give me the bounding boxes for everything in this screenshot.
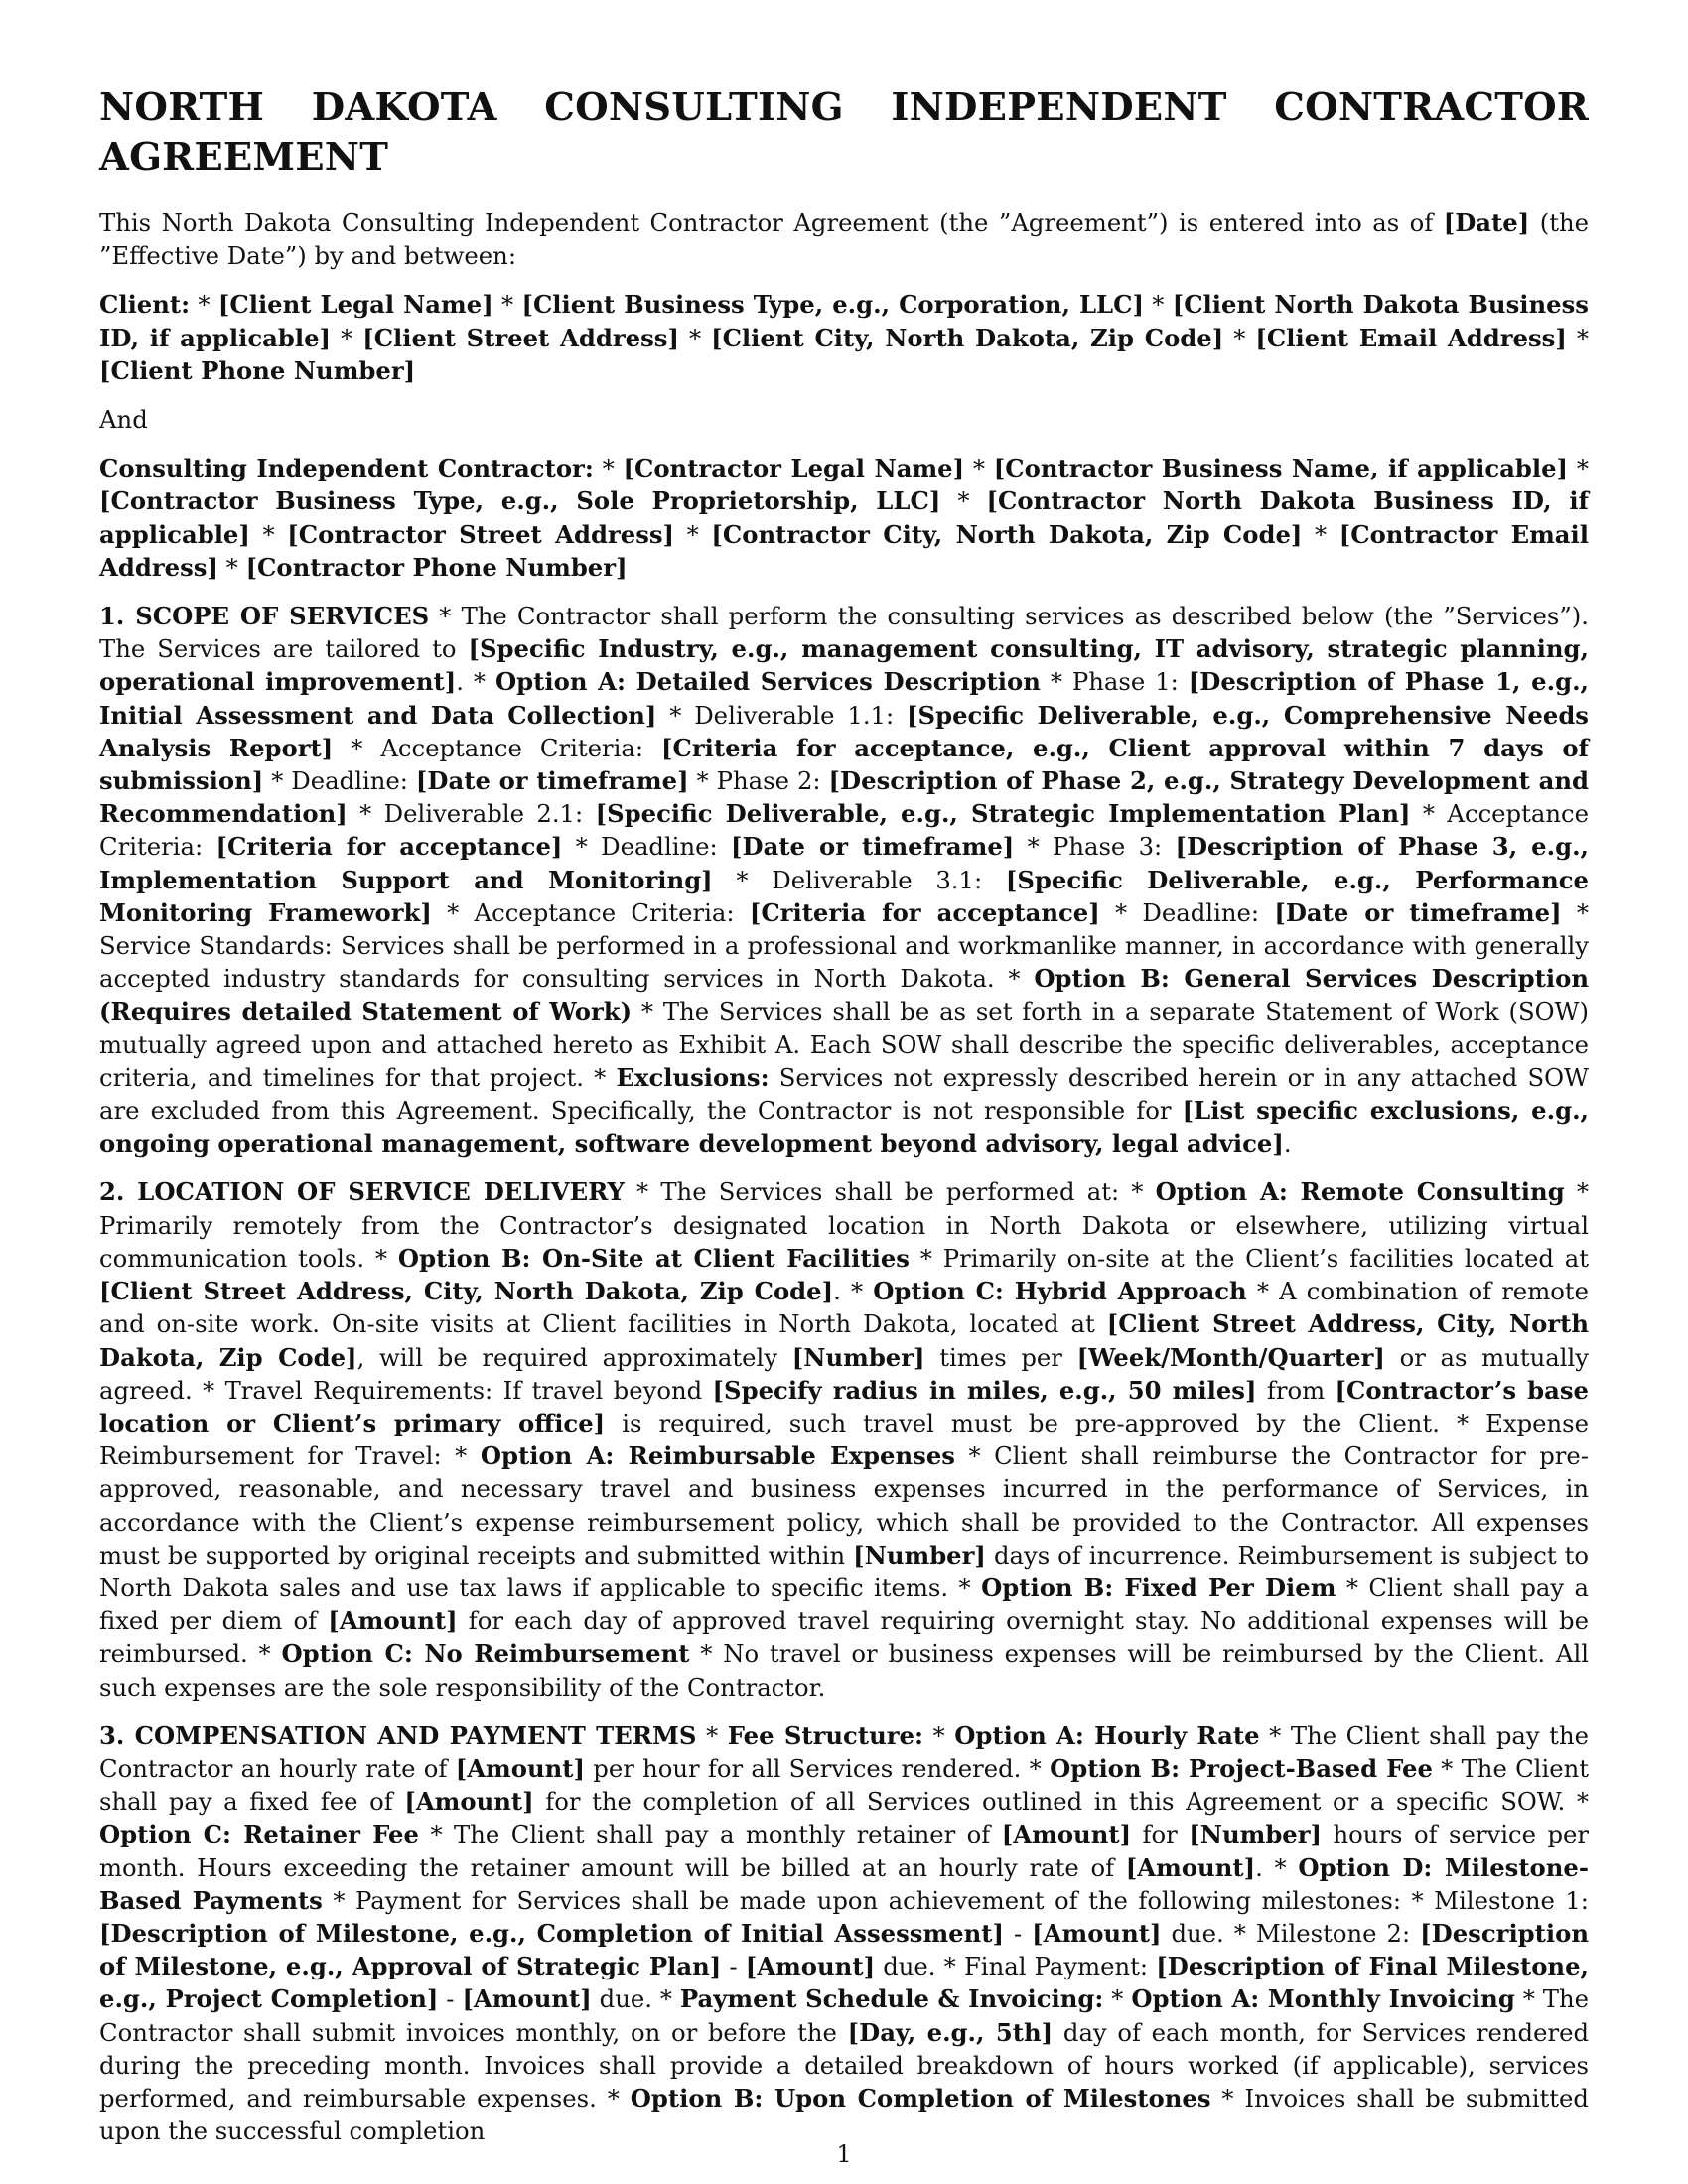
bold-text-run: [Contractor Business Type, e.g., Sole Proprietorship, LLC] [99, 486, 941, 516]
text-run: per hour for all Services rendered. * [585, 1753, 1051, 1783]
client-block [99, 288, 1589, 387]
intro-paragraph [99, 206, 1589, 272]
text-run: * [249, 519, 288, 549]
bold-text-run: [Amount] [455, 1753, 586, 1783]
text-run: * [1103, 1984, 1132, 2014]
bold-text-run: [Specific Deliverable, e.g., Performance Monitoring Framework] [99, 865, 1590, 927]
text-run: * [1302, 519, 1339, 549]
text-run: * [922, 1720, 955, 1750]
text-run: * [1143, 290, 1173, 320]
section-2-location-of-service-delivery [99, 1175, 1589, 1703]
bold-text-run: [Contractor Legal Name] [623, 454, 965, 483]
text-run: * Phase 3: [1014, 832, 1176, 862]
text-run: * The Services shall be performed at: * [624, 1177, 1156, 1207]
text-run: * Acceptance Criteria: [431, 897, 750, 927]
bold-text-run: Option C: No Reimbursement [281, 1639, 690, 1669]
bold-text-run: [Client Legal Name] [217, 290, 493, 320]
bold-text-run: Option A: Reimbursable Expenses [480, 1441, 955, 1471]
text-run: * [940, 486, 987, 516]
text-run: day of each month, for Services rendered during the preceding month. Invoices shall provide a detailed breakdown of hours worked (if applicable), services performed, and reimbursable expenses. * [99, 2017, 1590, 2113]
text-run: . * [1255, 1852, 1299, 1882]
text-run: * Invoices shall be submitted upon the successful completion [99, 2083, 1589, 2146]
bold-text-run: [Specific Industry, e.g., management consulting, IT advisory, strategic planning, operational improvement] [99, 634, 1589, 697]
bold-text-run: Option B: Project-Based Fee [1050, 1753, 1433, 1783]
text-run: . * [456, 667, 496, 697]
bold-text-run: Option C: Hybrid Approach [873, 1277, 1247, 1306]
text-run: . * [833, 1277, 874, 1306]
bold-text-run: [Amount] [1032, 1918, 1162, 1948]
text-run: due. * [591, 1984, 680, 2014]
bold-text-run: [Description of Milestone, e.g., Approval of Strategic Plan] [99, 1918, 1589, 1981]
text-run: is required, such travel must be pre-approved by the Client. * Expense Reimbursement for Travel: * [99, 1408, 1589, 1471]
text-run: * [331, 323, 363, 352]
text-run: * Payment for Services shall be made upon achievement of the following milestones: * Milestone 1: [322, 1885, 1589, 1915]
bold-text-run: [Contractor Phone Number] [245, 552, 628, 582]
text-run: times per [924, 1342, 1077, 1372]
bold-text-run: Option B: On-Site at Client Facilities [397, 1243, 910, 1273]
bold-text-run: [Number] [1189, 1820, 1323, 1849]
bold-text-run: [Client Street Address, City, North Dakota, Zip Code] [99, 1277, 834, 1306]
text-run: * Deadline: [1099, 897, 1275, 927]
bold-text-run: [Date or timeframe] [1274, 897, 1562, 927]
bold-text-run: Option B: General Services Description (Requires detailed Statement of Work) [99, 964, 1589, 1026]
text-run: * [190, 290, 218, 320]
document-page [99, 83, 1589, 2163]
text-run: * Deadline: [562, 832, 732, 862]
text-run: from [1256, 1375, 1336, 1405]
bold-text-run: [Description of Final Milestone, e.g., Project Completion] [99, 1952, 1590, 2014]
text-run: * Acceptance Criteria: [333, 733, 662, 762]
text-run: * Primarily on-site at the Client’s facilities located at [909, 1243, 1589, 1273]
bold-text-run: [Amount] [745, 1952, 876, 1981]
bold-text-run: [Contractor Email Address] [99, 519, 1590, 582]
text-run: due. * Final Payment: [875, 1952, 1157, 1981]
bold-text-run: [Contractor Business Name, if applicable] [993, 454, 1569, 483]
text-run: * Client shall reimburse the Contractor for pre-approved, reasonable, and necessary travel and business expenses incurred in the performance of Services, in accordance with the Client’s expense reimbursement policy, which shall be provided to the Contractor. All expenses must be supported by original receipts and submitted within [99, 1441, 1589, 1570]
text-run: * Deliverable 2.1: [347, 799, 596, 829]
section-1-scope-of-services [99, 600, 1589, 1160]
bold-text-run: [Contractor North Dakota Business ID, if applicable] [99, 486, 1590, 549]
text-run: days of incurrence. Reimbursement is subject to North Dakota sales and use tax laws if applicable to specific items. * [99, 1540, 1589, 1602]
text-run: * Phase 1: [1040, 667, 1189, 697]
bold-text-run: Option A: Hourly Rate [954, 1720, 1260, 1750]
text-run: * [492, 290, 522, 320]
text-run: . [1283, 1129, 1292, 1159]
bold-text-run: Option C: Retainer Fee [99, 1820, 419, 1849]
bold-text-run: [Amount] [1125, 1852, 1256, 1882]
text-run: due. * Milestone 2: [1161, 1918, 1421, 1948]
bold-text-run: 3. COMPENSATION AND PAYMENT TERMS [99, 1720, 697, 1750]
text-run: * Service Standards: Services shall be performed in a professional and workmanlike manner, in accordance with generally accepted industry standards for consulting services in North Dakota. * [99, 897, 1589, 994]
text-run: * The Client shall pay a monthly retainer of [418, 1820, 1002, 1849]
bold-text-run: [Description of Phase 2, e.g., Strategy Development and Recommendation] [99, 766, 1589, 829]
bold-text-run: Exclusions: [616, 1062, 770, 1092]
text-run: * Deliverable 1.1: [656, 700, 908, 730]
text-run: This North Dakota Consulting Independent Contractor Agreement (the ”Agreement”) is entered into as of [99, 208, 1444, 237]
bold-text-run: Consulting Independent Contractor: [99, 454, 594, 483]
bold-text-run: [Criteria for acceptance] [749, 897, 1100, 927]
bold-text-run: [Description of Milestone, e.g., Completion of Initial Assessment] [99, 1918, 1004, 1948]
page-number: 1 [836, 2140, 852, 2168]
bold-text-run: Option B: Fixed Per Diem [981, 1572, 1336, 1602]
document-body [99, 206, 1589, 2147]
bold-text-run: Fee Structure: [727, 1720, 923, 1750]
bold-text-run: [Client Email Address] [1255, 323, 1567, 352]
bold-text-run: Client: [99, 290, 191, 320]
text-run: for the completion of all Services outlined in this Agreement or a specific SOW. * [533, 1787, 1589, 1817]
bold-text-run: [Client Street Address, City, North Dakota, Zip Code] [99, 1309, 1589, 1372]
bold-text-run: [Client Phone Number] [99, 355, 416, 385]
bold-text-run: [Contractor City, North Dakota, Zip Code] [711, 519, 1303, 549]
text-run: * The Services shall be as set forth in a separate Statement of Work (SOW) mutually agreed upon and attached hereto as Exhibit A. Each SOW shall describe the specific deliverables, acceptance criteria, and timelines for that project. * [99, 997, 1589, 1092]
text-run: (the ”Effective Date”) by and between: [99, 208, 1589, 271]
bold-text-run: Option A: Remote Consulting [1155, 1177, 1565, 1207]
bold-text-run: [Amount] [404, 1787, 534, 1817]
text-run: * Phase 2: [688, 766, 829, 796]
text-run: * [217, 552, 246, 582]
bold-text-run: [Specify radius in miles, e.g., 50 miles] [712, 1375, 1257, 1405]
text-run: * Deadline: [263, 766, 416, 796]
text-run: * Acceptance Criteria: [99, 799, 1589, 862]
bold-text-run: Payment Schedule & Invoicing: [679, 1984, 1104, 2014]
bold-text-run: [Number] [791, 1342, 925, 1372]
text-run: * No travel or business expenses will be reimbursed by the Client. All such expenses are the sole responsibility of the Contractor. [99, 1639, 1590, 1702]
text-run: * A combination of remote and on-site work. On-site visits at Client facilities in North Dakota, located at [99, 1277, 1589, 1339]
text-run: * [674, 519, 712, 549]
text-run: - [721, 1952, 746, 1981]
text-run: - [438, 1984, 463, 2014]
bold-text-run: [Amount] [462, 1984, 592, 2014]
bold-text-run: [Contractor Street Address] [287, 519, 675, 549]
text-run: * [1568, 454, 1589, 483]
text-run: * [696, 1720, 728, 1750]
text-run: * [678, 323, 712, 352]
text-run: * The Contractor shall perform the consulting services as described below (the ”Services”). The Services are tailored to [99, 602, 1589, 664]
bold-text-run: 1. SCOPE OF SERVICES [99, 602, 430, 631]
bold-text-run: [Day, e.g., 5th] [847, 2017, 1054, 2047]
bold-text-run: [Date or timeframe] [415, 766, 689, 796]
contractor-block [99, 452, 1589, 584]
bold-text-run: [Date or timeframe] [731, 832, 1015, 862]
bold-text-run: [Client City, North Dakota, Zip Code] [711, 323, 1224, 352]
bold-text-run: [Amount] [328, 1606, 458, 1636]
bold-text-run: [Specific Deliverable, e.g., Strategic Implementation Plan] [595, 799, 1411, 829]
bold-text-run: [Description of Phase 1, e.g., Initial Assessment and Data Collection] [99, 667, 1590, 730]
bold-text-run: [Amount] [1001, 1820, 1132, 1849]
bold-text-run: [Client Business Type, e.g., Corporation, LLC] [521, 290, 1144, 320]
text-run: hours of service per month. Hours exceeding the retainer amount will be billed at an hourly rate of [99, 1820, 1590, 1882]
text-run: * Client shall pay a fixed per diem of [99, 1572, 1589, 1636]
bold-text-run: Option B: Upon Completion of Milestones [630, 2083, 1211, 2113]
text-run: * Deliverable 3.1: [712, 865, 1006, 894]
text-run: * The Client shall pay the Contractor an hourly rate of [99, 1720, 1589, 1783]
bold-text-run: [Description of Phase 3, e.g., Implementation Support and Monitoring] [99, 832, 1589, 894]
text-run: * [1566, 323, 1589, 352]
text-run: for [1131, 1820, 1190, 1849]
bold-text-run: [Date] [1443, 208, 1530, 237]
text-run: * [593, 454, 624, 483]
bold-text-run: [Criteria for acceptance] [215, 832, 563, 862]
section-3-compensation-and-payment-terms [99, 1719, 1589, 2148]
bold-text-run: 2. LOCATION OF SERVICE DELIVERY [99, 1177, 625, 1207]
bold-text-run: [Criteria for acceptance, e.g., Client approval within 7 days of submission] [99, 733, 1589, 796]
bold-text-run: [Number] [853, 1540, 986, 1570]
text-run: * The Client shall pay a fixed fee of [99, 1753, 1590, 1817]
and-paragraph [99, 403, 1589, 436]
bold-text-run: [Contractor’s base location or Client’s primary office] [99, 1375, 1589, 1437]
text-run: * Primarily remotely from the Contractor’s designated location in North Dakota or elsewhere, utilizing virtual communication tools. * [99, 1177, 1589, 1273]
text-run: * The Contractor shall submit invoices monthly, on or before the [99, 1984, 1590, 2047]
bold-text-run: [Client Street Address] [362, 323, 679, 352]
bold-text-run: Option D: Milestone-Based Payments [99, 1852, 1589, 1915]
text-run: for each day of approved travel requiring overnight stay. No additional expenses will be reimbursed. * [99, 1606, 1589, 1669]
text-run: or as mutually agreed. * Travel Requirements: If travel beyond [99, 1342, 1589, 1405]
text-run: , will be required approximately [356, 1342, 792, 1372]
bold-text-run: [Specific Deliverable, e.g., Comprehensive Needs Analysis Report] [99, 700, 1589, 762]
bold-text-run: [List specific exclusions, e.g., ongoing operational management, software development beyond advisory, legal advice] [99, 1096, 1589, 1159]
bold-text-run: Option A: Monthly Invoicing [1131, 1984, 1515, 2014]
bold-text-run: Option A: Detailed Services Description [495, 667, 1041, 697]
document-title: NORTH DAKOTA CONSULTING INDEPENDENT CONTRACTOR AGREEMENT [99, 85, 1589, 180]
text-run: And [99, 405, 148, 435]
text-run: - [1004, 1918, 1033, 1948]
text-run: * [1223, 323, 1256, 352]
bold-text-run: [Client North Dakota Business ID, if applicable] [99, 290, 1589, 352]
text-run: Services not expressly described herein or in any attached SOW are excluded from this Agreement. Specifically, the Contractor is not responsible for [99, 1062, 1589, 1126]
bold-text-run: [Week/Month/Quarter] [1076, 1342, 1385, 1372]
text-run: * [964, 454, 994, 483]
